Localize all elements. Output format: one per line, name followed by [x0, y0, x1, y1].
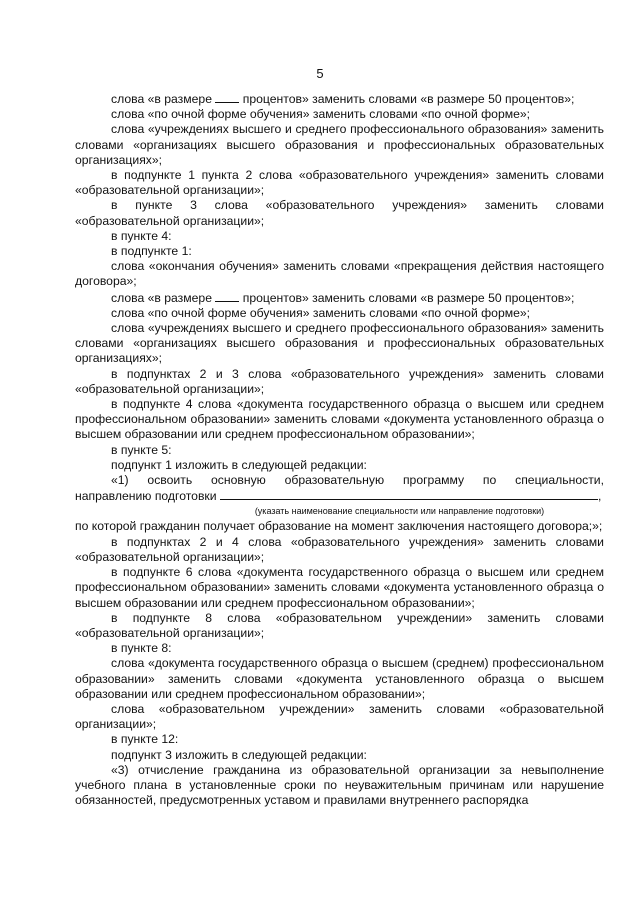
paragraph: подпункт 1 изложить в следующей редакции: [111, 457, 367, 472]
paragraph: слова «документа государственного образца о высшем (среднем) профессиональном образовании» заменить словами «документа установленного образца о высшем образовании или среднем профессиональном образовании»; [75, 656, 604, 701]
text: направлению подготовки [75, 489, 220, 504]
paragraph: слова «окончания обучения» заменить словами «прекращения действия настоящего договора»; [75, 259, 604, 289]
paragraph: слова «учреждениях высшего и среднего профессионального образования» заменить словами «организациях высшего образования и профессиональных образовательных организациях»; [75, 122, 604, 167]
paragraph: в подпунктах 2 и 3 слова «образовательного учреждения» заменить словами «образовательной организации»; [75, 366, 604, 396]
text: слова «в размере [111, 290, 216, 305]
blank-line [215, 290, 239, 302]
page-number: 5 [316, 66, 324, 81]
paragraph: в пункте 8: [111, 641, 172, 656]
paragraph: в подпункте 1 пункта 2 слова «образовательного учреждения» заменить словами «образовательной организации»; [75, 168, 604, 198]
document-body [75, 91, 604, 808]
blank-line [215, 91, 239, 103]
paragraph: в подпунктах 2 и 4 слова «образовательного учреждения» заменить словами «образовательной организации»; [75, 534, 604, 564]
paragraph: в пункте 4: [111, 228, 172, 243]
paragraph: «3) отчисление гражданина из образовательной организации за невыполнение учебного плана в установленные сроки по неуважительным причинам или нарушение обязанностей, предусмотренных уставом и правилами внутреннего распорядка [75, 762, 604, 808]
paragraph: слова «образовательном учреждении» заменить словами «образовательной организации»; [75, 701, 604, 732]
blank-line [220, 488, 598, 500]
paragraph: слова «учреждениях высшего и среднего профессионального образования» заменить словами «организациях высшего образования и профессиональных образовательных организациях»; [75, 321, 604, 366]
paragraph [75, 91, 604, 107]
paragraph: в пункте 5: [111, 442, 172, 457]
paragraph [75, 290, 604, 306]
paragraph: слова «по очной форме обучения» заменить словами «по очной форме»; [111, 107, 531, 122]
paragraph: в подпункте 6 слова «документа государственного образца о высшем или среднем профессиональном образовании» заменить словами «документа установленного образца о высшем образовании или среднем профессиональном образовании»; [75, 565, 604, 610]
paragraph: слова «по очной форме обучения» заменить словами «по очной форме»; [111, 305, 531, 320]
paragraph [75, 488, 604, 504]
paragraph: по которой гражданин получает образование на момент заключения настоящего договора;»; [75, 519, 603, 534]
paragraph: в пункте 3 слова «образовательного учреждения» заменить словами «образовательной организации»; [75, 198, 604, 228]
paragraph: подпункт 3 изложить в следующей редакции: [111, 747, 367, 762]
paragraph: в пункте 12: [111, 732, 179, 747]
text: процентов» заменить словами «в размере 50 процентов»; [239, 92, 575, 106]
paragraph: в подпункте 1: [111, 244, 192, 259]
text: процентов» заменить словами «в размере 50 процентов»; [239, 290, 575, 305]
paragraph: в подпункте 8 слова «образовательном учреждении» заменить словами «образовательной организации»; [75, 610, 604, 640]
text: слова «в размере [111, 92, 216, 106]
field-caption: (указать наименование специальности или направление подготовки) [254, 506, 545, 517]
paragraph: в подпункте 4 слова «документа государственного образца о высшем или среднем профессиональном образовании» заменить словами «документа установленного образца о высшем образовании или среднем профессиональном образовании»; [75, 397, 604, 442]
paragraph: «1) освоить основную образовательную программу по специальности, [111, 473, 604, 488]
text: , [597, 489, 602, 504]
